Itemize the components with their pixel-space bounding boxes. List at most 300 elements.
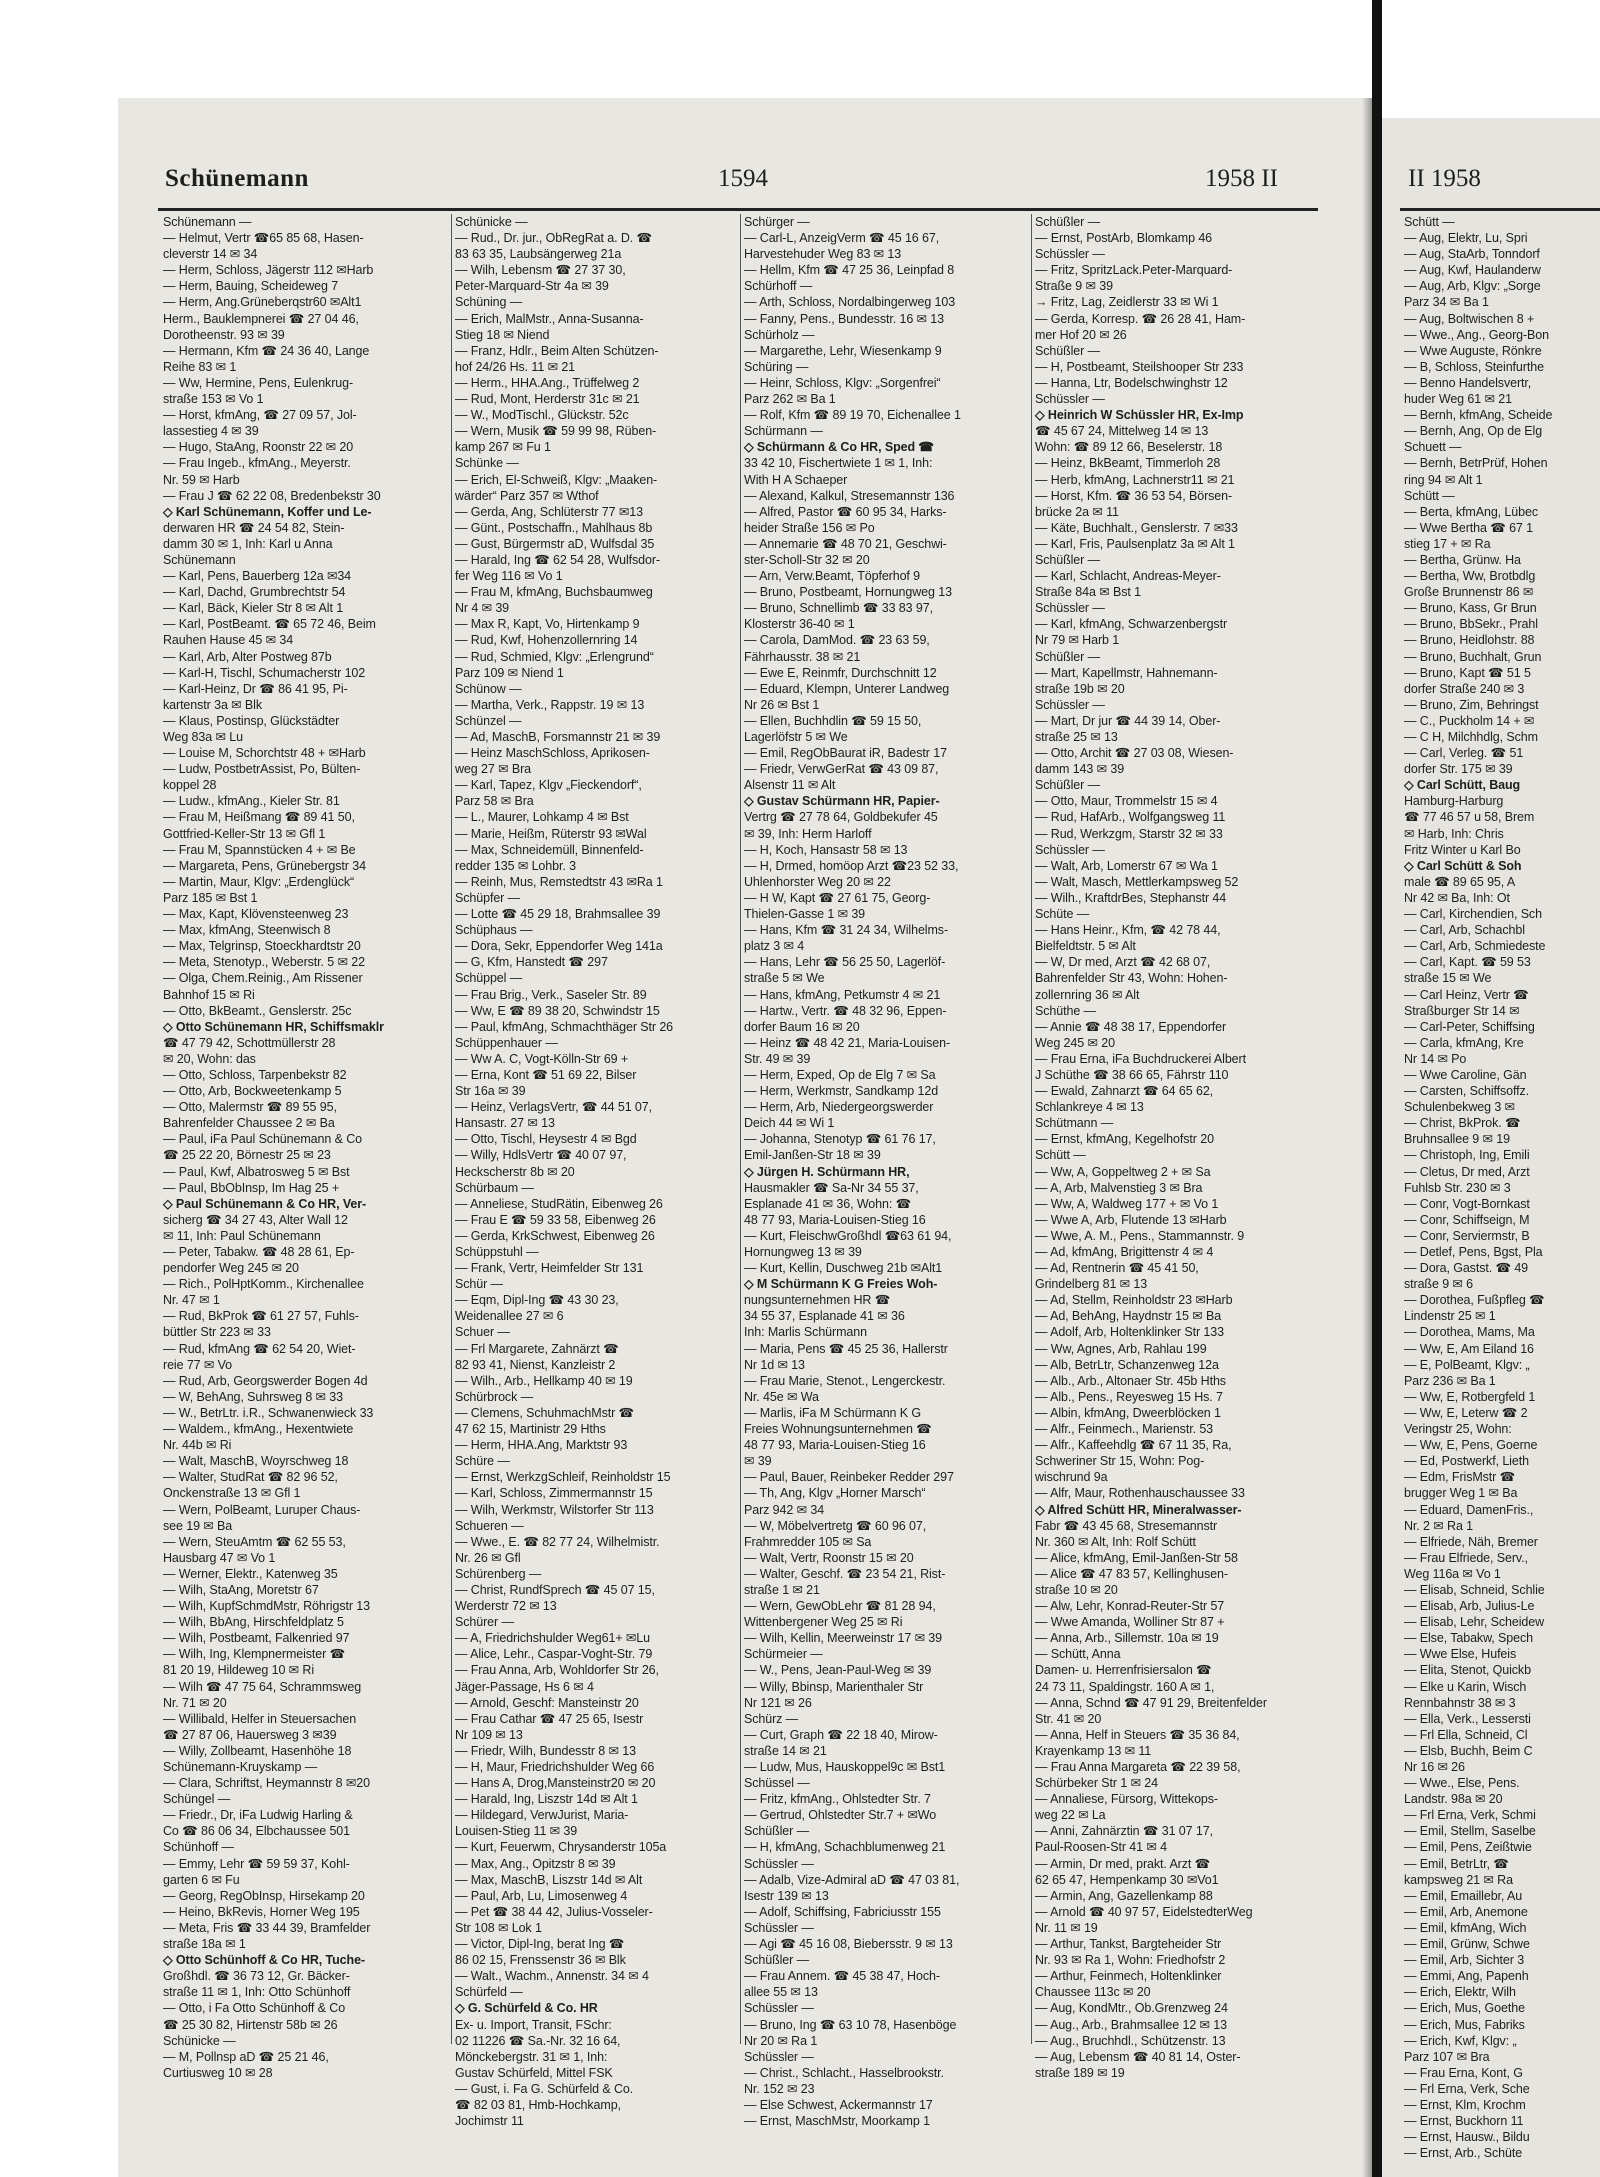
directory-entry-line: Schlankreye 4 ✉ 13: [1035, 1100, 1144, 1115]
directory-entry-line: — Herm, Werkmstr, Sandkamp 12d: [744, 1084, 939, 1099]
directory-entry-line: — Emmi, Ang, Papenh: [1404, 1969, 1529, 1984]
directory-entry-line: — Kurt, Feuerwm, Chrysanderstr 105a: [455, 1840, 667, 1855]
directory-entry-line: Schünicke —: [455, 215, 528, 229]
directory-entry-line: — H, kfmAng, Schachblumenweg 21: [744, 1840, 946, 1855]
directory-entry-line: 82 93 41, Nienst, Kanzleistr 2: [455, 1357, 616, 1372]
directory-entry-line: — W, Möbelvertretg ☎ 60 96 07,: [744, 1518, 927, 1533]
directory-entry-line: — Karl-H, Tischl, Schumacherstr 102: [163, 665, 366, 680]
directory-entry-line: — Ww, Hermine, Pens, Eulenkrug-: [163, 375, 354, 390]
directory-entry-line: Hansastr. 27 ✉ 13: [455, 1116, 555, 1131]
directory-entry-line: — Karl, Schlacht, Andreas-Meyer-: [1035, 569, 1221, 584]
directory-entry-line: — Frl Ella, Schneid, Cl: [1404, 1727, 1528, 1742]
directory-entry-line: — Bernh, BetrPrüf, Hohen: [1404, 456, 1548, 471]
directory-entry-line: Schünicke —: [163, 2033, 236, 2048]
directory-entry-line: — Elfriede, Näh, Bremer: [1404, 1534, 1538, 1549]
directory-entry-line: Schütt —: [1404, 488, 1455, 503]
directory-entry-line: — Carl, Kirchendien, Sch: [1404, 907, 1542, 922]
header-rule: [158, 208, 1318, 211]
directory-entry-line: Gustav Schürfeld, Mittel FSK: [455, 2065, 613, 2080]
directory-entry-line: Deich 44 ✉ Wi 1: [744, 1116, 835, 1131]
directory-entry-line: — Rolf, Kfm ☎ 89 19 70, Eichenallee 1: [744, 408, 961, 423]
directory-entry-line: — Ernst, Klm, Krochm: [1404, 2097, 1526, 2112]
directory-entry-line: Bahnhof 15 ✉ Ri: [163, 987, 255, 1002]
directory-entry-line: — Arnold, Geschf: Mansteinstr 20: [455, 1695, 639, 1710]
directory-entry-line: Reihe 83 ✉ 1: [163, 359, 237, 374]
directory-entry-line: — Agi ☎ 45 16 08, Biebersstr. 9 ✉ 13: [744, 1937, 953, 1952]
directory-entry-line: ◇ Carl Schütt & Soh: [1404, 858, 1522, 873]
directory-entry-line: weg 22 ✉ La: [1035, 1808, 1106, 1823]
directory-entry-line: Rauhen Hause 45 ✉ 34: [163, 633, 294, 648]
directory-entry-line: — A, Arb, Malvenstieg 3 ✉ Bra: [1035, 1180, 1203, 1195]
directory-entry-line: — Friedr, VerwGerRat ☎ 43 09 87,: [744, 762, 939, 777]
directory-entry-line: 48 77 93, Maria-Louisen-Stieg 16: [744, 1212, 926, 1227]
directory-entry-line: — Hartw., Vertr. ☎ 48 32 96, Eppen-: [744, 1003, 947, 1018]
directory-entry-line: see 19 ✉ Ba: [163, 1518, 233, 1533]
directory-entry-line: — Bruno, Kapt ☎ 51 5: [1404, 665, 1531, 680]
directory-entry-line: ◇ Heinrich W Schüssler HR, Ex-Imp: [1035, 408, 1244, 423]
directory-entry-line: — Frau M, Heißmang ☎ 89 41 50,: [163, 810, 355, 825]
directory-entry-line: — Olga, Chem.Reinig., Am Rissener: [163, 971, 363, 986]
directory-entry-line: — Alfr, Maur, Rothenhauschaussee 33: [1035, 1486, 1245, 1501]
directory-entry-line: Chaussee 113c ✉ 20: [1035, 1985, 1151, 2000]
directory-entry-line: — Th, Ang, Klgv „Horner Marsch“: [744, 1486, 926, 1501]
directory-entry-line: Nr 42 ✉ Ba, Inh: Ot: [1404, 890, 1510, 905]
directory-entry-line: — Ww, A, Goppeltweg 2 + ✉ Sa: [1035, 1164, 1211, 1179]
directory-entry-line: — Anna, Schnd ☎ 47 91 29, Breitenfelder: [1035, 1695, 1267, 1710]
directory-entry-line: — Ad, kfmAng, Brigittenstr 4 ✉ 4: [1035, 1245, 1214, 1259]
directory-entry-line: Mönckebergstr. 31 ✉ 1, Inh:: [455, 2049, 608, 2064]
directory-entry-line: ☎ 27 87 06, Hauersweg 3 ✉39: [163, 1727, 337, 1742]
directory-entry-line: — Wilh., KraftdrBes, Stephanstr 44: [1035, 890, 1227, 905]
directory-entry-line: ◇ Schürmann & Co HR, Sped ☎: [744, 440, 934, 455]
directory-entry-line: — Aug, KondMtr., Ob.Grenzweg 24: [1035, 2001, 1228, 2016]
directory-entry-line: Schünke —: [455, 456, 519, 471]
directory-entry-line: Schütmann —: [1035, 1116, 1114, 1131]
directory-entry-line: — Erich, Kwf, Klgv: „: [1404, 2033, 1517, 2048]
directory-entry-line: — Karl, Schloss, Zimmermannstr 15: [455, 1486, 653, 1501]
directory-entry-line: — Carl-L, AnzeigVerm ☎ 45 16 67,: [744, 231, 940, 246]
directory-entry-line: — Lotte ☎ 45 29 18, Brahmsallee 39: [455, 907, 661, 922]
directory-entry-line: Schünhoff —: [163, 1840, 234, 1855]
directory-entry-line: Hausmakler ☎ Sa-Nr 34 55 37,: [744, 1180, 919, 1195]
directory-entry-line: Bahrenfelder Chaussee 2 ✉ Ba: [163, 1116, 335, 1131]
directory-entry-line: Schuer —: [455, 1325, 510, 1340]
directory-entry-line: — Rud, Arb, Georgswerder Bogen 4d: [163, 1373, 368, 1388]
directory-column-2: [455, 214, 737, 2129]
directory-entry-line: — Arn, Verw.Beamt, Töpferhof 9: [744, 569, 921, 584]
directory-entry-line: Nr. 45e ✉ Wa: [744, 1389, 819, 1404]
directory-entry-line: Schüßler —: [1035, 215, 1100, 229]
directory-entry-line: Hamburg-Harburg: [1404, 794, 1504, 809]
directory-entry-line: — Frau Erna, iFa Buchdruckerei Albert: [1035, 1051, 1246, 1066]
directory-entry-line: — Wwe Auguste, Rönkre: [1404, 343, 1542, 358]
directory-entry-line: — Emil, Pens, Zeißtwie: [1404, 1840, 1532, 1855]
directory-entry-line: — Alfred, Pastor ☎ 60 95 34, Harks-: [744, 504, 947, 519]
directory-entry-line: Nr. 11 ✉ 19: [1035, 1920, 1098, 1935]
directory-entry-line: Schüte —: [1035, 907, 1090, 922]
directory-entry-line: J Schüthe ☎ 38 66 65, Fährstr 110: [1035, 1067, 1229, 1082]
directory-entry-line: Harvestehuder Weg 83 ✉ 13: [744, 247, 902, 262]
directory-entry-line: — Wilh, KupfSchmdMstr, Röhrigstr 13: [163, 1599, 370, 1614]
page-number: 1594: [718, 165, 768, 192]
directory-entry-line: — Elisab, Lehr, Scheidew: [1404, 1615, 1545, 1630]
directory-entry-line: — Franz, Hdlr., Beim Alten Schützen-: [455, 343, 659, 358]
directory-entry-line: — Ad, Stellm, Reinholdstr 23 ✉Harb: [1035, 1293, 1233, 1308]
directory-entry-line: Str 108 ✉ Lok 1: [455, 1920, 542, 1935]
directory-entry-line: 24 73 11, Spaldingstr. 160 A ✉ 1,: [1035, 1679, 1215, 1694]
directory-entry-line: ◇ Otto Schünhoff & Co HR, Tuche-: [163, 1953, 365, 1968]
directory-entry-line: — Arthur, Tankst, Bargteheider Str: [1035, 1937, 1222, 1952]
directory-entry-line: — Käte, Buchhalt., Genslerstr. 7 ✉33: [1035, 520, 1238, 535]
directory-entry-line: straße 189 ✉ 19: [1035, 2065, 1125, 2080]
directory-entry-line: — Rud, Kwf, Hohenzollernring 14: [455, 633, 638, 648]
directory-entry-line: Alsenstr 11 ✉ Alt: [744, 778, 836, 793]
directory-entry-line: ✉ Harb, Inh: Chris: [1404, 826, 1504, 841]
directory-entry-line: — Herm, Bauing, Scheideweg 7: [163, 279, 339, 294]
directory-entry-line: lassestieg 4 ✉ 39: [163, 424, 259, 439]
directory-entry-line: Schüßler —: [1035, 778, 1100, 793]
directory-entry-line: Uhlenhorster Weg 20 ✉ 22: [744, 874, 891, 889]
directory-entry-line: — Otto, Malermstr ☎ 89 55 95,: [163, 1100, 337, 1115]
directory-entry-line: Gottfried-Keller-Str 13 ✉ Gfl 1: [163, 826, 326, 841]
directory-entry-line: Nr 14 ✉ Po: [1404, 1051, 1467, 1066]
directory-entry-line: straße 14 ✉ 21: [744, 1743, 827, 1758]
directory-entry-line: — W., BetrLtr. i.R., Schwanenwieck 33: [163, 1405, 374, 1420]
directory-entry-line: ring 94 ✉ Alt 1: [1404, 472, 1483, 487]
directory-entry-line: — Karl, Dachd, Grumbrechtstr 54: [163, 585, 346, 600]
directory-entry-line: ◇ Carl Schütt, Baug: [1404, 778, 1521, 793]
directory-entry-line: Schürbrock —: [455, 1389, 533, 1404]
directory-entry-line: — Emil, Stellm, Saselbe: [1404, 1824, 1536, 1839]
directory-entry-line: — Christ, BkProk. ☎: [1404, 1116, 1521, 1131]
directory-entry-line: — Karl, Pens, Bauerberg 12a ✉34: [163, 569, 352, 584]
directory-entry-line: — Gertrud, Ohlstedter Str.7 + ✉Wo: [744, 1808, 937, 1823]
directory-entry-line: Schüssler —: [1035, 842, 1105, 857]
directory-entry-line: — Harald, Ing ☎ 62 54 28, Wulfsdor-: [455, 552, 660, 567]
directory-entry-line: Nr. 44b ✉ Ri: [163, 1438, 232, 1453]
directory-entry-line: — Berta, kfmAng, Lübec: [1404, 504, 1538, 519]
directory-entry-line: Wohn: ☎ 89 12 66, Beselerstr. 18: [1035, 440, 1223, 455]
directory-entry-line: ◇ Gustav Schürmann HR, Papier-: [744, 794, 940, 809]
directory-entry-line: 86 02 15, Frenssenstr 36 ✉ Blk: [455, 1953, 626, 1968]
directory-entry-line: Schünow —: [455, 681, 522, 696]
directory-entry-line: — Karl, Tapez, Klgv „Fieckendorf“,: [455, 778, 642, 793]
directory-entry-line: — M, Pollnsp aD ☎ 25 21 46,: [163, 2049, 329, 2064]
directory-entry-line: — Walt., Wachm., Annenstr. 34 ✉ 4: [455, 1969, 649, 1984]
directory-entry-line: — Herm, Exped, Op de Elg 7 ✉ Sa: [744, 1067, 936, 1082]
directory-entry-line: — Herm, HHA.Ang, Marktstr 93: [455, 1438, 628, 1453]
directory-entry-line: — Georg, RegObInsp, Hirsekamp 20: [163, 1888, 365, 1903]
directory-entry-line: ✉ 39, Inh: Herm Harloff: [744, 826, 872, 841]
directory-entry-line: — Rich., PolHptKomm., Kirchenallee: [163, 1277, 364, 1292]
directory-entry-line: — Anni, Zahnärztin ☎ 31 07 17,: [1035, 1824, 1213, 1839]
directory-entry-line: fer Weg 116 ✉ Vo 1: [455, 569, 563, 584]
directory-entry-line: Dorotheenstr. 93 ✉ 39: [163, 327, 285, 342]
directory-entry-line: — Hugo, StaAng, Roonstr 22 ✉ 20: [163, 440, 354, 455]
directory-entry-line: Schütt —: [1035, 1148, 1086, 1163]
directory-entry-line: Nr 121 ✉ 26: [744, 1695, 812, 1710]
directory-entry-line: — Arthur, Feinmech, Holtenklinker: [1035, 1969, 1222, 1984]
facing-directory-column: [1404, 214, 1600, 2161]
directory-entry-line: straße 18a ✉ 1: [163, 1937, 246, 1952]
directory-entry-line: — G, Kfm, Hanstedt ☎ 297: [455, 955, 608, 970]
directory-entry-line: Schürer —: [455, 1615, 514, 1630]
directory-entry-line: — Wilh, Kellin, Meerweinstr 17 ✉ 39: [744, 1631, 943, 1646]
directory-entry-line: — Rud, BkProk ☎ 61 27 57, Fuhls-: [163, 1309, 359, 1324]
directory-entry-line: — Herm., HHA.Ang., Trüffelweg 2: [455, 375, 640, 390]
directory-entry-line: — Heinz, BkBeamt, Timmerloh 28: [1035, 456, 1221, 471]
directory-entry-line: — Heinz ☎ 48 42 21, Maria-Louisen-: [744, 1035, 951, 1050]
directory-entry-line: Paul-Roosen-Str 41 ✉ 4: [1035, 1840, 1167, 1855]
directory-entry-line: — Wern, PolBeamt, Luruper Chaus-: [163, 1502, 361, 1517]
directory-entry-line: — Ernst, Hausw., Bildu: [1404, 2130, 1530, 2145]
column-separator: [1031, 214, 1032, 2044]
directory-entry-line: — Kurt, Kellin, Duschweg 21b ✉Alt1: [744, 1261, 943, 1276]
directory-entry-line: Schüring —: [744, 359, 809, 374]
directory-entry-line: — Wilh, Werkmstr, Wilstorfer Str 113: [455, 1502, 654, 1517]
directory-entry-line: — Wwe Caroline, Gän: [1404, 1067, 1527, 1082]
directory-entry-line: — Dora, Sekr, Eppendorfer Weg 141a: [455, 939, 663, 954]
directory-entry-line: Herm., Bauklempnerei ☎ 27 04 46,: [163, 311, 359, 326]
directory-entry-line: — Carola, DamMod. ☎ 23 63 59,: [744, 633, 930, 648]
directory-entry-line: straße 153 ✉ Vo 1: [163, 392, 264, 407]
directory-entry-line: Nr 1d ✉ 13: [744, 1357, 805, 1372]
directory-entry-line: — Horst, Kfm. ☎ 36 53 54, Börsen-: [1035, 488, 1233, 503]
directory-entry-line: — Dora, Gastst. ☎ 49: [1404, 1261, 1529, 1276]
directory-entry-line: — Wilh, BbAng, Hirschfeldplatz 5: [163, 1615, 344, 1630]
running-head-title: Schünemann: [165, 165, 309, 192]
directory-entry-line: — Erich, Elektr, Wilh: [1404, 1985, 1516, 2000]
directory-entry-line: — Paul, kfmAng, Schmachthäger Str 26: [455, 1019, 674, 1034]
directory-entry-line: — Ad, MaschB, Forsmannstr 21 ✉ 39: [455, 730, 661, 744]
directory-entry-line: straße 15 ✉ We: [1404, 971, 1492, 986]
directory-entry-line: — Bertha, Ww, Brotbdlg: [1404, 569, 1536, 584]
directory-entry-line: — Mart, Kapellmstr, Hahnemann-: [1035, 665, 1218, 680]
directory-entry-line: — Aug, Kwf, Haulanderw: [1404, 263, 1541, 278]
directory-entry-line: — Frau Elfriede, Serv.,: [1404, 1550, 1528, 1565]
directory-entry-line: — Else Schwest, Ackermannstr 17: [744, 2097, 933, 2112]
directory-entry-line: Frahmredder 105 ✉ Sa: [744, 1534, 872, 1549]
directory-entry-line: Nr 79 ✉ Harb 1: [1035, 633, 1120, 648]
directory-entry-line: mer Hof 20 ✉ 26: [1035, 327, 1127, 342]
directory-entry-line: — Ewald, Zahnarzt ☎ 64 65 62,: [1035, 1084, 1214, 1099]
directory-entry-line: — Frau Cathar ☎ 47 25 65, Isestr: [455, 1711, 644, 1726]
directory-entry-line: — Ww, E, Pens, Goerne: [1404, 1438, 1538, 1453]
directory-entry-line: — Cletus, Dr med, Arzt: [1404, 1164, 1530, 1179]
directory-entry-line: Nr. 71 ✉ 20: [163, 1695, 227, 1710]
directory-entry-line: — Marie, Heißm, Rüterstr 93 ✉Wal: [455, 826, 647, 841]
directory-entry-line: — Horst, kfmAng, ☎ 27 09 57, Jol-: [163, 408, 357, 423]
directory-entry-line: 62 65 47, Hempenkamp 30 ✉Vo1: [1035, 1872, 1219, 1887]
directory-entry-line: — Ww, E, Leterw ☎ 2: [1404, 1405, 1528, 1420]
directory-entry-line: — Maria, Pens ☎ 45 25 36, Hallerstr: [744, 1341, 948, 1356]
directory-entry-line: — Bernh, kfmAng, Scheide: [1404, 408, 1553, 423]
directory-entry-line: ◇ M Schürmann K G Freies Woh-: [744, 1277, 938, 1292]
directory-entry-line: Bielfeldtstr. 5 ✉ Alt: [1035, 939, 1136, 954]
directory-entry-line: — Erich, El-Schweiß, Klgv: „Maaken-: [455, 472, 658, 487]
directory-entry-line: — Benno Handelsvertr,: [1404, 375, 1532, 390]
directory-entry-line: damm 30 ✉ 1, Inh: Karl u Anna: [163, 536, 333, 551]
directory-entry-line: — Frau Marie, Stenot., Lengerckestr.: [744, 1373, 946, 1388]
directory-entry-line: — Walt, Masch, Mettlerkampsweg 52: [1035, 874, 1239, 889]
directory-entry-line: — Margareta, Pens, Grünebergstr 34: [163, 858, 366, 873]
directory-entry-line: — Frau Annem. ☎ 45 38 47, Hoch-: [744, 1969, 940, 1984]
directory-entry-line: — Max, Telgrinsp, Stoeckhardtstr 20: [163, 939, 361, 954]
directory-entry-line: Schweriner Str 15, Wohn: Pog-: [1035, 1454, 1205, 1469]
directory-entry-line: — Carl, Verleg. ☎ 51: [1404, 746, 1524, 761]
directory-entry-line: — Frau M, Spannstücken 4 + ✉ Be: [163, 842, 356, 857]
directory-entry-line: ◇ Paul Schünemann & Co HR, Ver-: [163, 1196, 367, 1211]
directory-entry-line: — Hellm, Kfm ☎ 47 25 36, Leinpfad 8: [744, 263, 955, 278]
directory-entry-line: Fabr ☎ 43 45 68, Stresemannstr: [1035, 1518, 1218, 1533]
directory-entry-line: — Armin, Dr med, prakt. Arzt ☎: [1035, 1856, 1211, 1871]
directory-entry-line: — Ernst, Arb., Schüte: [1404, 2146, 1523, 2161]
directory-entry-line: — Ww, E, Am Eiland 16: [1404, 1341, 1534, 1356]
directory-entry-line: — Walt, Vertr, Roonstr 15 ✉ 20: [744, 1550, 914, 1565]
directory-entry-line: Weg 245 ✉ 20: [1035, 1035, 1115, 1050]
directory-entry-line: Lindenstr 25 ✉ 1: [1404, 1309, 1496, 1324]
directory-entry-line: Schürholz —: [744, 327, 815, 342]
directory-entry-line: — Hans A, Drog,Mansteinstr20 ✉ 20: [455, 1776, 656, 1791]
directory-entry-line: Straße 84a ✉ Bst 1: [1035, 585, 1141, 600]
directory-entry-line: Schüppstuhl —: [455, 1245, 539, 1259]
directory-entry-line: — Wilh., Arb., Hellkamp 40 ✉ 19: [455, 1373, 633, 1388]
directory-entry-line: Schüßler —: [1035, 343, 1100, 358]
directory-entry-line: — Emmy, Lehr ☎ 59 59 37, Kohl-: [163, 1856, 350, 1871]
directory-entry-line: dorfer Baum 16 ✉ 20: [744, 1019, 860, 1034]
directory-entry-line: straße 1 ✉ 21: [744, 1582, 820, 1597]
facing-volume-marker: II 1958: [1408, 165, 1481, 192]
directory-entry-line: — W., ModTischl., Glückstr. 52c: [455, 408, 629, 423]
directory-entry-line: 33 42 10, Fischertwiete 1 ✉ 1, Inh:: [744, 456, 933, 471]
directory-entry-line: — Elke u Karin, Wisch: [1404, 1679, 1527, 1694]
directory-entry-line: ◇ G. Schürfeld & Co. HR: [455, 2001, 598, 2016]
directory-entry-line: — Edm, FrisMstr ☎: [1404, 1470, 1516, 1485]
directory-entry-line: redder 135 ✉ Lohbr. 3: [455, 858, 576, 873]
column-separator: [451, 214, 452, 2044]
directory-entry-line: — Detlef, Pens, Bgst, Pla: [1404, 1245, 1543, 1259]
directory-entry-line: Nr. 360 ✉ Alt, Inh: Rolf Schütt: [1035, 1534, 1196, 1549]
directory-entry-line: Lagerlöfstr 5 ✉ We: [744, 730, 848, 744]
directory-entry-line: ster-Scholl-Str 32 ✉ 20: [744, 552, 870, 567]
directory-entry-line: Große Brunnenstr 86 ✉: [1404, 585, 1534, 600]
directory-entry-line: — Ernst, WerkzgSchleif, Reinholdstr 15: [455, 1470, 671, 1485]
directory-entry-line: Schürbeker Str 1 ✉ 24: [1035, 1776, 1159, 1791]
directory-entry-line: — Anna, Helf in Steuers ☎ 35 36 84,: [1035, 1727, 1240, 1742]
book-spine: [1372, 0, 1382, 2177]
directory-entry-line: — Arnold ☎ 40 97 57, EidelstedterWeg: [1035, 1904, 1253, 1919]
directory-entry-line: — Annie ☎ 48 38 17, Eppendorfer: [1035, 1019, 1227, 1034]
directory-entry-line: Str. 49 ✉ 39: [744, 1051, 811, 1066]
directory-entry-line: garten 6 ✉ Fu: [163, 1872, 240, 1887]
directory-entry-line: — Wwe A, Arb, Flutende 13 ✉Harb: [1035, 1212, 1227, 1227]
directory-entry-line: Schüpfer —: [455, 890, 521, 905]
directory-entry-line: — Gerda, Ang, Schlüterstr 77 ✉13: [455, 504, 643, 519]
directory-entry-line: — C., Puckholm 14 + ✉: [1404, 713, 1535, 728]
directory-entry-line: Fährhausstr. 38 ✉ 21: [744, 649, 861, 664]
directory-entry-line: — Günt., Postschaffn., Mahlhaus 8b: [455, 520, 653, 535]
directory-entry-line: — Meta, Fris ☎ 33 44 39, Bramfelder: [163, 1920, 371, 1935]
directory-entry-line: allee 55 ✉ 13: [744, 1985, 818, 2000]
directory-entry-line: Nr. 47 ✉ 1: [163, 1293, 220, 1308]
directory-entry-line: — Christ., Schlacht., Hasselbrookstr.: [744, 2065, 944, 2080]
directory-entry-line: cleverstr 14 ✉ 34: [163, 247, 258, 262]
directory-entry-line: Str 16a ✉ 39: [455, 1084, 526, 1099]
directory-entry-line: — Otto, BkBeamt., Genslerstr. 25c: [163, 1003, 352, 1018]
directory-entry-line: — Conr, Vogt-Bornkast: [1404, 1196, 1530, 1211]
directory-entry-line: — Ww A. C, Vogt-Kölln-Str 69 +: [455, 1051, 629, 1066]
directory-entry-line: With H A Schaeper: [744, 472, 848, 487]
directory-column-4: [1035, 214, 1319, 2080]
directory-entry-line: — Fritz, SpritzLack.Peter-Marquard-: [1035, 263, 1233, 278]
directory-entry-line: — Christ, RundfSprech ☎ 45 07 15,: [455, 1582, 655, 1597]
directory-entry-line: Nr. 59 ✉ Harb: [163, 472, 240, 487]
directory-entry-line: — Wern, SteuAmtm ☎ 62 55 53,: [163, 1534, 346, 1549]
directory-entry-line: — Max, MaschB, Liszstr 14d ✉ Alt: [455, 1872, 643, 1887]
directory-entry-line: — Heinz, VerlagsVertr, ☎ 44 51 07,: [455, 1100, 652, 1115]
directory-entry-line: Hornungweg 13 ✉ 39: [744, 1245, 862, 1259]
directory-entry-line: — Margarethe, Lehr, Wiesenkamp 9: [744, 343, 942, 358]
directory-entry-line: — Frank, Vertr, Heimfelder Str 131: [455, 1261, 644, 1276]
directory-entry-line: — Gust, Bürgermstr aD, Wulfsdal 35: [455, 536, 655, 551]
directory-entry-line: — Alw, Lehr, Konrad-Reuter-Str 57: [1035, 1599, 1225, 1614]
directory-entry-line: koppel 28: [163, 778, 217, 793]
directory-entry-line: — Hans Heinr., Kfm, ☎ 42 78 44,: [1035, 923, 1221, 938]
directory-entry-line: Louisen-Stieg 11 ✉ 39: [455, 1824, 578, 1839]
directory-entry-line: Schüning —: [455, 295, 523, 310]
directory-entry-line: — Bertha, Grünw. Ha: [1404, 552, 1521, 567]
directory-entry-line: Schüppenhauer —: [455, 1035, 558, 1050]
directory-entry-line: straße 5 ✉ We: [744, 971, 825, 986]
directory-entry-line: Schüssler —: [1035, 247, 1105, 262]
directory-entry-line: — Bernh, Ang, Op de Elg: [1404, 424, 1543, 439]
directory-entry-line: — Albin, kfmAng, Dweerblöcken 1: [1035, 1405, 1221, 1420]
directory-entry-line: Parz 942 ✉ 34: [744, 1502, 825, 1517]
directory-entry-line: Schüssler —: [1035, 601, 1105, 616]
directory-entry-line: — Carsten, Schiffsoffz.: [1404, 1084, 1530, 1099]
directory-entry-line: — Eqm, Dipl-Ing ☎ 43 30 23,: [455, 1293, 619, 1308]
directory-entry-line: — Helmut, Vertr ☎65 85 68, Hasen-: [163, 231, 364, 246]
directory-entry-line: Curtiusweg 10 ✉ 28: [163, 2065, 273, 2080]
directory-entry-line: — Paul, Kwf, Albatrosweg 5 ✉ Bst: [163, 1164, 350, 1179]
directory-entry-line: — C H, Milchhdlg, Schm: [1404, 730, 1538, 744]
directory-entry-line: Straße 9 ✉ 39: [1035, 279, 1113, 294]
directory-entry-line: — Willy, HdlsVertr ☎ 40 07 97,: [455, 1148, 627, 1163]
directory-entry-line: — Ludw, Mus, Hauskoppel9c ✉ Bst1: [744, 1760, 946, 1774]
directory-entry-line: — Otto, i Fa Otto Schünhoff & Co: [163, 2001, 346, 2016]
directory-entry-line: — Paul, BbObInsp, Im Hag 25 +: [163, 1180, 340, 1195]
directory-entry-line: — Emil, kfmAng, Wich: [1404, 1920, 1527, 1935]
directory-entry-line: — Adolf, Schiffsing, Fabriciusstr 155: [744, 1904, 941, 1919]
directory-entry-line: — Rud, HafArb., Wolfgangsweg 11: [1035, 810, 1226, 825]
directory-entry-line: Schüssler —: [744, 1920, 814, 1935]
directory-entry-line: Str. 41 ✉ 20: [1035, 1711, 1102, 1726]
directory-entry-line: — Emil, BetrLtr, ☎: [1404, 1856, 1509, 1871]
directory-entry-line: Schürmeier —: [744, 1647, 823, 1662]
directory-entry-line: — Bruno, Buchhalt, Grun: [1404, 649, 1542, 664]
directory-entry-line: — Wwe, A. M., Pens., Stammannstr. 9: [1035, 1228, 1245, 1243]
directory-entry-line: — Schütt, Anna: [1035, 1647, 1121, 1662]
directory-entry-line: — Wilh, Postbeamt, Falkenried 97: [163, 1631, 350, 1646]
directory-entry-line: zollernring 36 ✉ Alt: [1035, 987, 1140, 1002]
directory-entry-line: — Ewe E, Reinmfr, Durchschnitt 12: [744, 665, 937, 680]
directory-entry-line: — Aug, StaArb, Tonndorf: [1404, 247, 1540, 262]
directory-entry-line: — Carl, Kapt. ☎ 59 53: [1404, 955, 1531, 970]
directory-entry-line: Jäger-Passage, Hs 6 ✉ 4: [455, 1679, 594, 1694]
directory-entry-line: dorfer Straße 240 ✉ 3: [1404, 681, 1525, 696]
directory-entry-line: — Carla, kfmAng, Kre: [1404, 1035, 1524, 1050]
directory-entry-line: — Wilh ☎ 47 75 64, Schrammsweg: [163, 1679, 362, 1694]
